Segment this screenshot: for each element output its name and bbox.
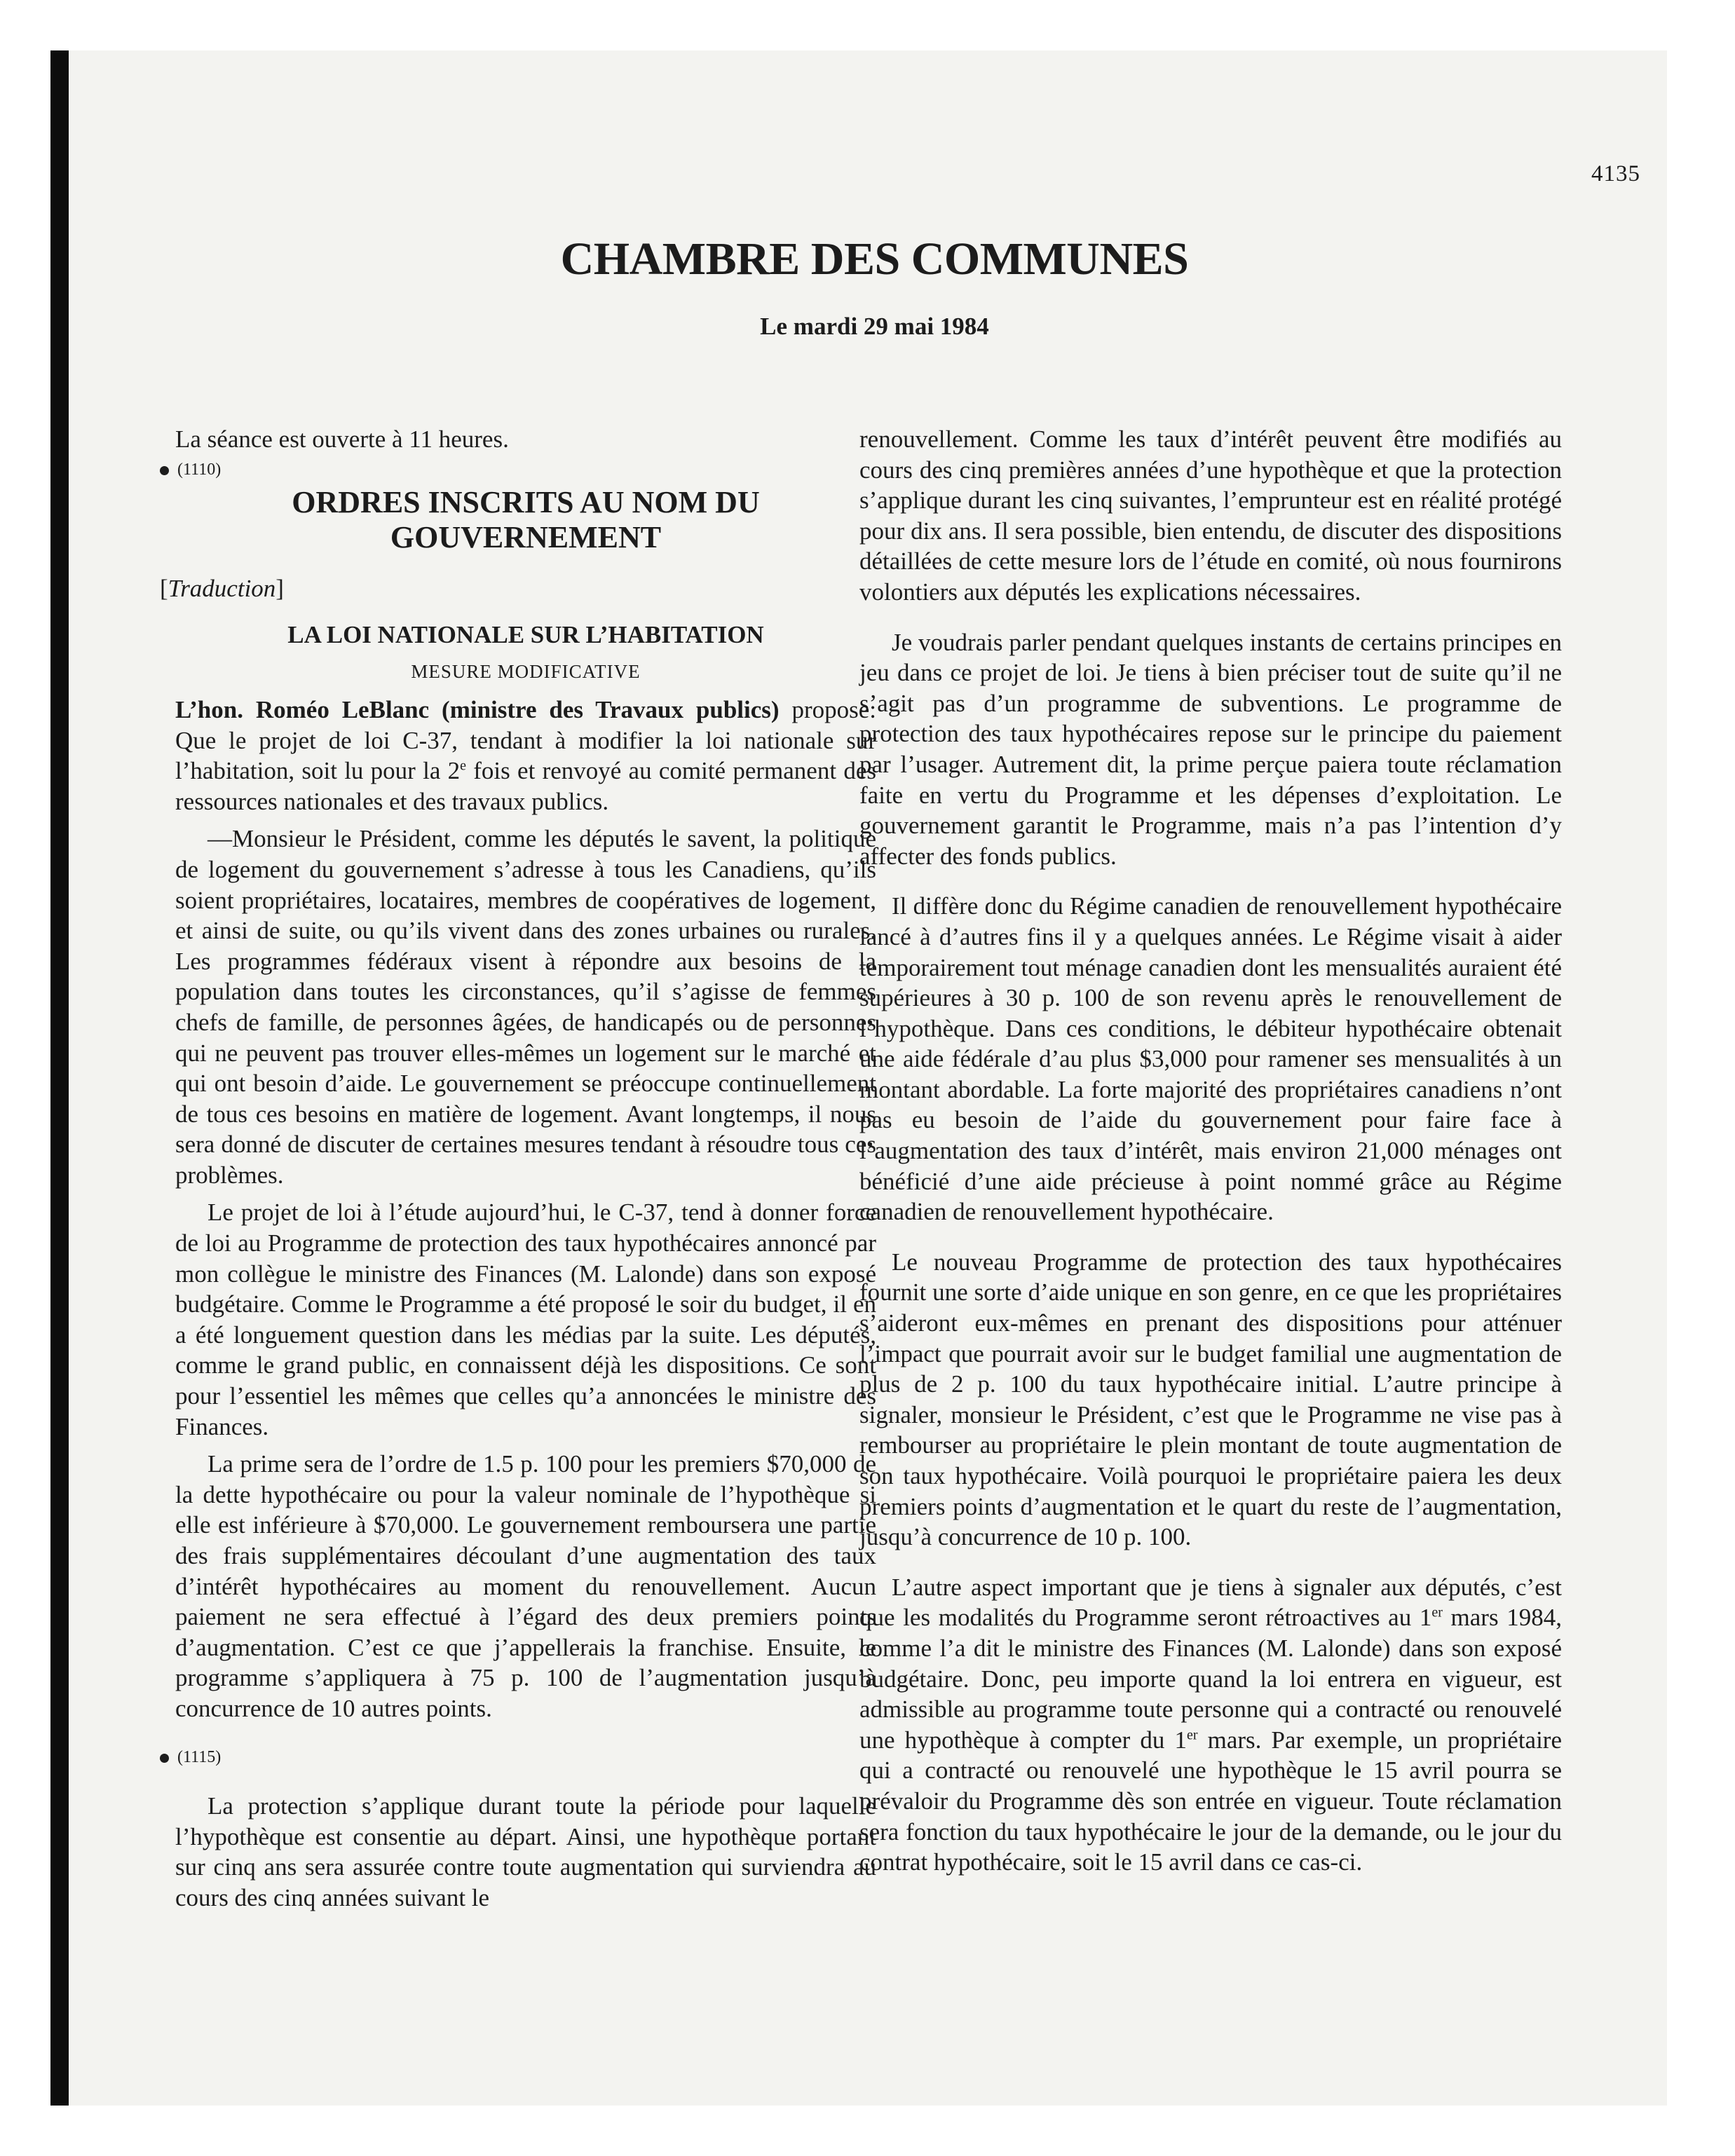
translation-note: [Traduction] — [160, 575, 284, 603]
subheading: MESURE MODIFICATIVE — [411, 661, 641, 683]
right-column — [859, 424, 1562, 1878]
paragraph: renouvellement. Comme les taux d’intérêt peuvent être modifiés au cours des cinq premières années d’une hypothèque et que la protection s’applique durant les cinq suivantes, l’emprunteur est en réalité protégé pour dix ans. Il sera possible, bien entendu, de discuter des dispositions détaillées de cette mesure lors de l’étude en comité, où nous fournirons volontiers aux députés les explications nécessaires. — [859, 425, 1562, 606]
paragraph: Je voudrais parler pendant quelques instants de certains principes en jeu dans ce projet de loi. Je tiens à bien préciser tout de suite qu’il ne s’agit pas d’un programme de subventions. Le programme de protection des taux hypothécaires repose sur le principe du paiement par l’usager. Autrement dit, la prime perçue paiera toute réclamation faite en vertu du Programme et les dépenses d’exploitation. Le gouvernement garantit le Programme, mais n’a pas l’intention d’y affecter des fonds publics. — [859, 628, 1562, 870]
scan-edge — [50, 50, 69, 2106]
left-column — [160, 424, 876, 1913]
paragraph: Il diffère donc du Régime canadien de renouvellement hypothécaire lancé à d’autres fins il y a quelques années. Le Régime visait à aider temporairement tout ménage canadien dont les mensualités auraient été supérieures à 30 p. 100 de son revenu après le renouvellement de l’hypothèque. Dans ces conditions, le débiteur hypothécaire obtenait une aide fédérale d’au plus $3,000 pour ramener ses mensualités à un montant abordable. La forte majorité des propriétaires canadiens n’ont pas eu besoin de l’aide du gouvernement pour faire face à l’augmentation des taux d’intérêt, mais environ 21,000 ménages ont bénéficié d’une aide précieuse à point nommé grâce au Régime canadien de renouvellement hypothécaire. — [859, 892, 1562, 1226]
paragraph: —Monsieur le Président, comme les députés le savent, la politique de logement du gouvernement s’adresse à tous les Canadiens, qu’ils soient propriétaires, locataires, membres de coopératives de logement, et ainsi de suite, ou qu’ils vivent dans des zones urbaines ou rurales. Les programmes fédéraux visent à répondre aux besoins de la population dans toutes les circonstances, qu’il s’agisse de femmes chefs de famille, de personnes âgées, de handicapés ou de personnes qui ne peuvent pas trouver elles-mêmes un logement sur le marché et qui ont besoin d’aide. Le gouvernement se préoccupe continuellement de tous ces besoins en matière de logement. Avant longtemps, il nous sera donné de discuter de certaines mesures tendant à résoudre tous ces problèmes. — [175, 825, 876, 1189]
bullet-icon — [160, 466, 169, 475]
paragraph: Le projet de loi à l’étude aujourd’hui, le C-37, tend à donner force de loi au Programme de protection des taux hypothécaires annoncé par mon collègue le ministre des Finances (M. Lalonde) dans son exposé budgétaire. Comme le Programme a été proposé le soir du budget, il en a été longuement question dans les médias par la suite. Les députés, comme le grand public, en connaissent déjà les dispositions. Ce sont pour l’essentiel les mêmes que celles qu’a annoncées le ministre des Finances. — [175, 1199, 876, 1440]
section-heading — [175, 485, 876, 555]
time-marker — [160, 1742, 876, 1773]
paragraph: La prime sera de l’ordre de 1.5 p. 100 pour les premiers $70,000 de la dette hypothécaire ou pour la valeur nominale de l’hypothèque si elle est inférieure à $70,000. Le gouvernement remboursera une partie des frais supplémentaires découlant d’une augmentation des taux d’intérêt hypothécaires au moment du renouvellement. Aucun paiement ne sera effectué à l’égard des deux premiers points d’augmentation. C’est ce que j’appellerais la franchise. Ensuite, le programme s’appliquera à 75 p. 100 de l’augmentation jusqu’à concurrence de 10 autres points. — [175, 1450, 876, 1722]
paragraph: Le nouveau Programme de protection des taux hypothécaires fournit une sorte d’aide unique en son genre, en ce que les propriétaires s’aideront eux-mêmes en prenant des dispositions pour atténuer l’impact que pourrait avoir sur le budget familial une augmentation de plus de 2 p. 100 du taux hypothécaire initial. L’autre principe à signaler, monsieur le Président, c’est que le Programme ne vise pas à rembourser au propriétaire le plein montant de toute augmentation de son taux hypothécaire. Voilà pourquoi le propriétaire paiera les deux premiers points d’augmentation et le quart du reste de l’augmentation, jusqu’à concurrence de 10 p. 100. — [859, 1248, 1562, 1551]
section-heading-line: ORDRES INSCRITS AU NOM DU — [292, 485, 760, 520]
motion-paragraph: L’hon. Roméo LeBlanc (ministre des Travaux publics) propose: Que le projet de loi C-37, tendant à modifier la loi nationale sur l’habitation, soit lu pour la 2e fois et renvoyé au comité permanent des ressources nationales et des travaux publics. — [175, 695, 876, 815]
page-title: CHAMBRE DES COMMUNES — [560, 233, 1189, 285]
speaker-name: L’hon. Roméo LeBlanc (ministre des Travaux publics) — [175, 695, 780, 723]
opening-line: La séance est ouverte à 11 heures. — [175, 425, 509, 453]
time-marker — [160, 455, 876, 486]
time-marker-label: (1110) — [177, 460, 222, 479]
time-marker-label: (1115) — [177, 1747, 222, 1766]
bill-title: LA LOI NATIONALE SUR L’HABITATION — [287, 620, 764, 648]
section-heading-line: GOUVERNEMENT — [390, 520, 662, 555]
paragraph: L’autre aspect important que je tiens à signaler aux députés, c’est que les modalités du Programme seront rétroactives au 1er mars 1984, comme l’a dit le ministre des Finances (M. Lalonde) dans son exposé budgétaire. Donc, peu importe quand la loi entrera en vigueur, est admissible au programme toute personne qui a contracté ou renouvelé une hypothèque à compter du 1er mars. Par exemple, un propriétaire qui a contracté ou renouvelé une hypothèque le 15 avril pourra se prévaloir du Programme dès son entrée en vigueur. Toute réclamation sera fonction du taux hypothécaire le jour de la demande, ou le jour du contrat hypothécaire, soit le 15 avril dans ce cas-ci. — [859, 1573, 1562, 1876]
paragraph: La protection s’applique durant toute la période pour laquelle l’hypothèque est consentie au départ. Ainsi, une hypothèque portant sur cinq ans sera assurée contre toute augmentation qui surviendra au cours des cinq années suivant le — [175, 1792, 876, 1911]
page-number: 4135 — [1591, 161, 1640, 186]
bullet-icon — [160, 1754, 169, 1763]
sitting-date: Le mardi 29 mai 1984 — [760, 313, 989, 340]
